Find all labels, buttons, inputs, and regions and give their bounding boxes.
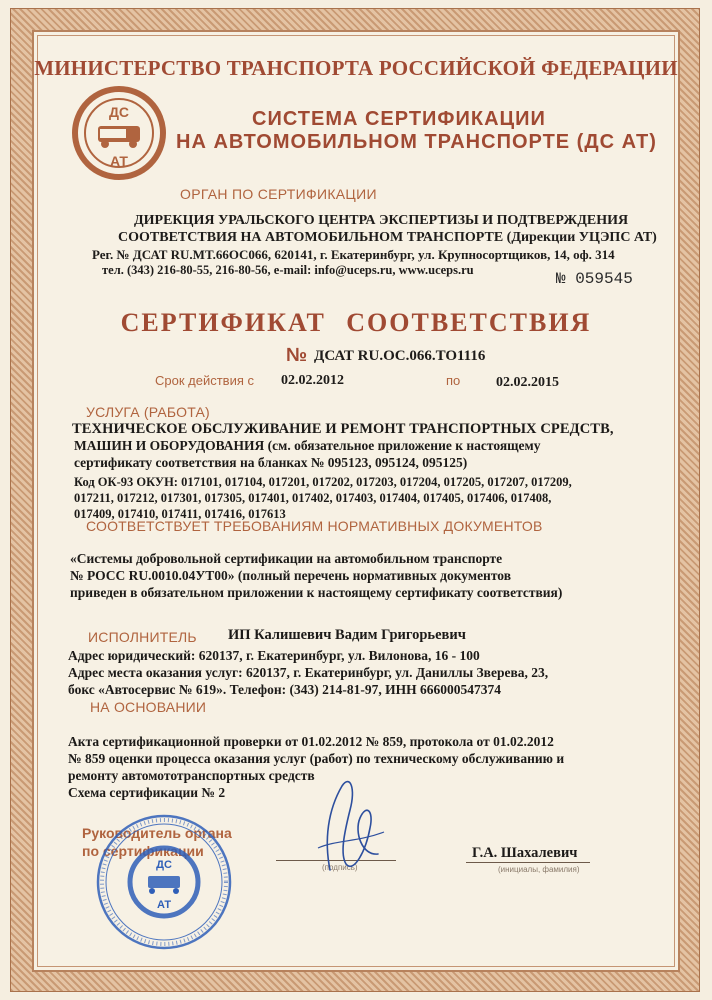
basis-line3: ремонту автомототранспортных средств — [68, 768, 315, 783]
executor-line1: Адрес юридический: 620137, г. Екатеринбург, ул. Вилонова, 16 - 100 — [68, 648, 480, 663]
service-line1: ТЕХНИЧЕСКОЕ ОБСЛУЖИВАНИЕ И РЕМОНТ ТРАНСПОРТНЫХ СРЕДСТВ, — [72, 421, 614, 437]
stamp-bottom-text: АТ — [156, 899, 172, 911]
certificate-number-sign: № — [286, 345, 308, 366]
basis-label: НА ОСНОВАНИИ — [90, 699, 207, 715]
logo-bottom-text: АТ — [110, 153, 128, 169]
organ-line1: ДИРЕКЦИЯ УРАЛЬСКОГО ЦЕНТРА ЭКСПЕРТИЗЫ И ПОДТВЕРЖДЕНИЯ — [134, 213, 629, 228]
handwritten-signature-icon — [300, 770, 390, 880]
stamp-top-text: ДС — [156, 859, 172, 871]
system-title-line1: СИСТЕМА СЕРТИФИКАЦИИ — [252, 108, 546, 130]
requirements-line3: приведен в обязательном приложении к настоящему сертификату соответствия) — [70, 585, 563, 600]
name-caption: (инициалы, фамилия) — [498, 865, 580, 874]
service-line2: МАШИН И ОБОРУДОВАНИЯ (см. обязательное приложение к настоящему — [74, 438, 541, 453]
requirements-line2: № РОСС RU.0010.04УТ00» (полный перечень нормативных документов — [70, 568, 511, 583]
validity-from: 02.02.2012 — [281, 373, 344, 388]
requirements-line1: «Системы добровольной сертификации на автомобильном транспорте — [70, 551, 503, 566]
blank-number: № 059545 — [556, 270, 633, 288]
executor-line3: бокс «Автосервис № 619». Телефон: (343) 214-81-97, ИНН 666000547374 — [68, 682, 502, 697]
service-line3: сертификату соответствия на бланках № 095123, 095124, 095125) — [74, 455, 468, 470]
validity-to-label: по — [446, 373, 461, 388]
head-label-line2: по сертификации — [82, 843, 204, 859]
name-line — [466, 862, 590, 863]
system-title-line2: НА АВТОМОБИЛЬНОМ ТРАНСПОРТЕ (ДС АТ) — [176, 131, 657, 153]
organ-line2: СООТВЕТСТВИЯ НА АВТОМОБИЛЬНОМ ТРАНСПОРТЕ (Дирекции УЦЭПС АТ) — [118, 230, 657, 245]
organ-line4: тел. (343) 216-80-55, 216-80-56, e-mail: info@uceps.ru, www.uceps.ru — [102, 263, 474, 277]
signer-name: Г.А. Шахалевич — [472, 845, 578, 861]
certificate-number: ДСАТ RU.OC.066.TO1116 — [314, 348, 486, 364]
organ-label: ОРГАН ПО СЕРТИФИКАЦИИ — [180, 186, 377, 202]
ds-at-logo-icon — [72, 86, 166, 180]
head-label-line1: Руководитель органа — [82, 825, 232, 841]
basis-line2: № 859 оценки процесса оказания услуг (работ) по техническому обслуживанию и — [68, 751, 565, 766]
logo-top-text: ДС — [108, 104, 130, 120]
executor-line2: Адрес места оказания услуг: 620137, г. Екатеринбург, ул. Даниллы Зверева, 23, — [68, 665, 549, 680]
blue-seal-stamp-icon — [94, 812, 234, 952]
service-label: УСЛУГА (РАБОТА) — [86, 404, 210, 420]
executor-name: ИП Калишевич Вадим Григорьевич — [228, 627, 466, 643]
service-line4: Код ОК-93 ОКУН: 017101, 017104, 017201, 017202, 017203, 017204, 017205, 017207, 017209, — [74, 475, 572, 489]
organ-line3: Рег. № ДСАТ RU.MT.66OC066, 620141, г. Екатеринбург, ул. Крупносортщиков, 14, оф. 314 — [92, 247, 615, 262]
validity-to: 02.02.2015 — [496, 375, 559, 390]
service-line5: 017211, 017212, 017301, 017305, 017401, 017402, 017403, 017404, 017405, 017406, 017408, — [74, 491, 552, 505]
signature-caption: (подпись) — [322, 863, 358, 872]
validity-label: Срок действия с — [155, 373, 254, 388]
service-line6: 017409, 017410, 017411, 017416, 017613 — [74, 507, 286, 521]
basis-line1: Акта сертификационной проверки от 01.02.2012 № 859, протокола от 01.02.2012 — [68, 734, 554, 749]
executor-label: ИСПОЛНИТЕЛЬ — [88, 629, 197, 645]
requirements-label: СООТВЕТСТВУЕТ ТРЕБОВАНИЯМ НОРМАТИВНЫХ ДОКУМЕНТОВ — [86, 518, 543, 534]
ministry-title: МИНИСТЕРСТВО ТРАНСПОРТА РОССИЙСКОЙ ФЕДЕРАЦИИ — [34, 56, 678, 80]
basis-line4: Схема сертификации № 2 — [68, 785, 226, 800]
certificate-title: СЕРТИФИКАТ СООТВЕТСТВИЯ — [120, 308, 592, 337]
